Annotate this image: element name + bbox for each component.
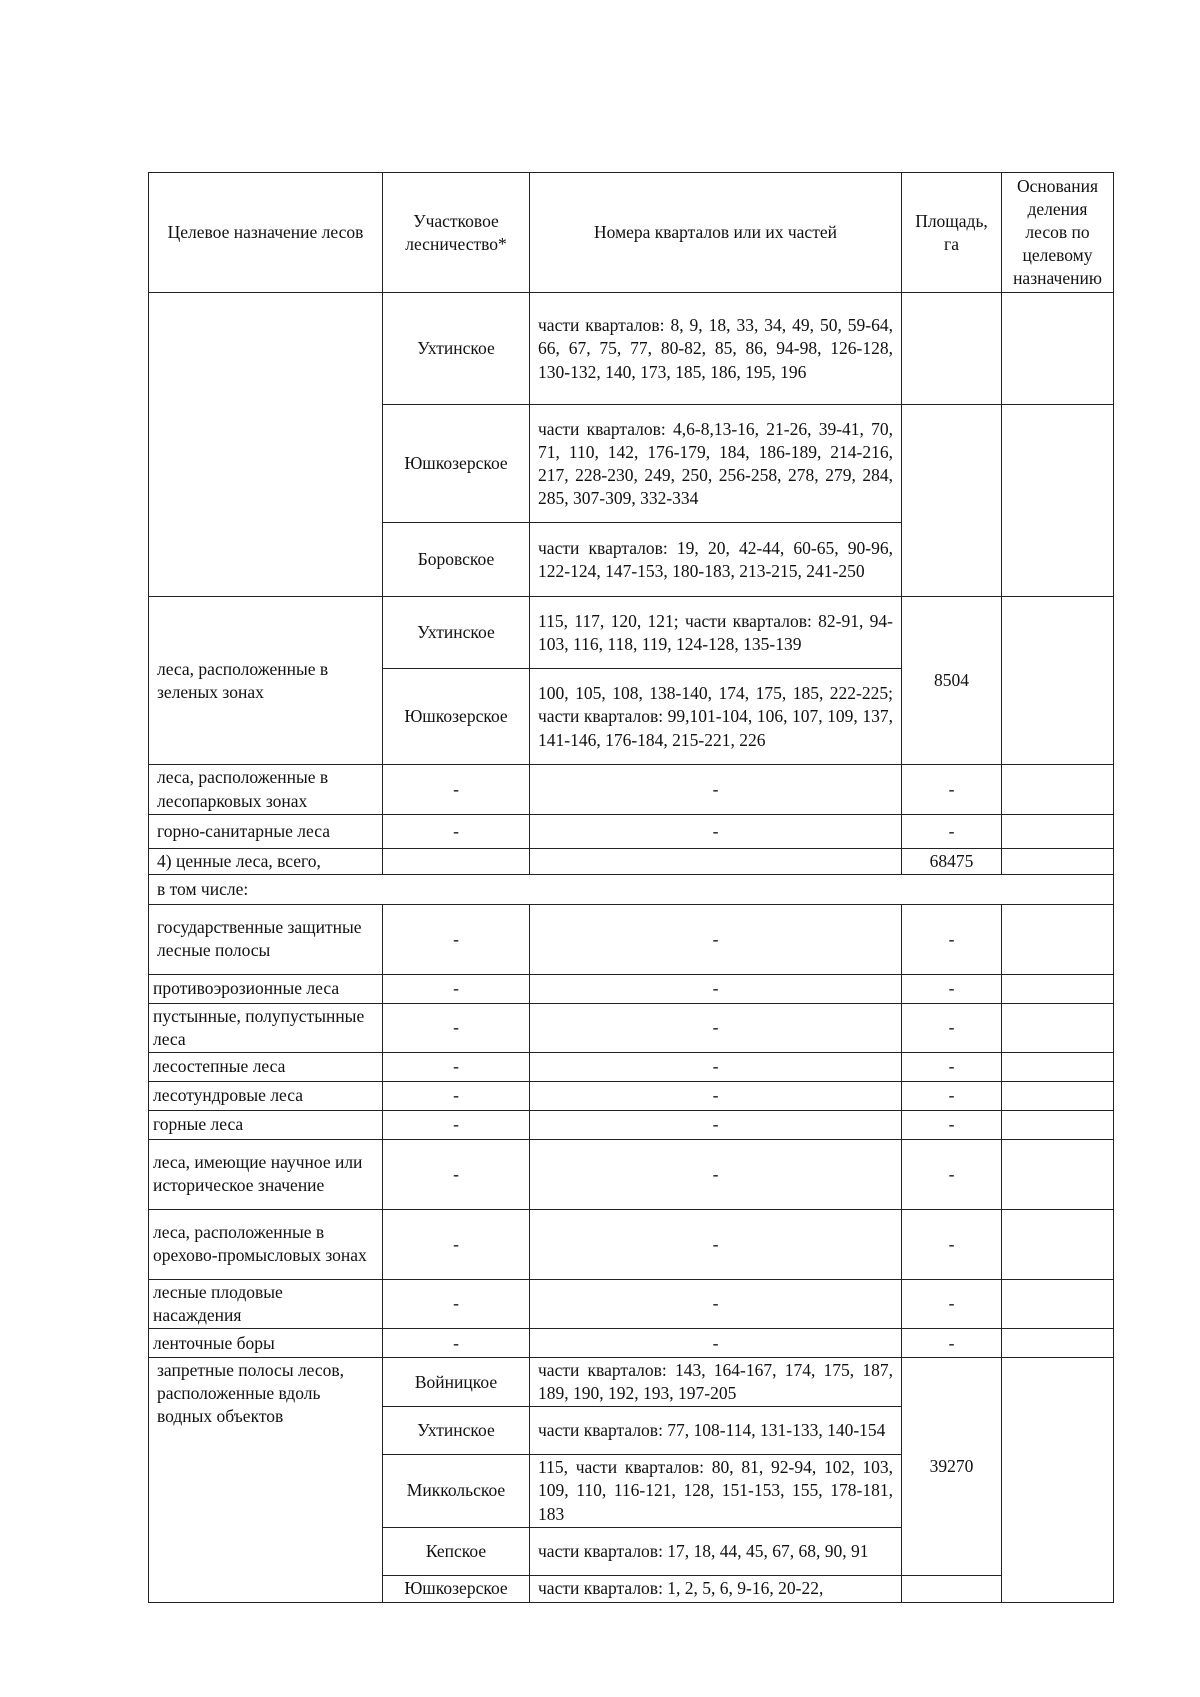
forestry-cell: Юшкозерское — [383, 405, 530, 523]
forestry-cell: Боровское — [383, 523, 530, 597]
quarters-cell: части кварталов: 143, 164-167, 174, 175, 187, 189, 190, 192, 193, 197-205 — [530, 1358, 902, 1407]
purpose-cell: лесостепные леса — [149, 1052, 383, 1081]
forestry-cell — [383, 848, 530, 874]
purpose-cell: противоэрозионные леса — [149, 974, 383, 1003]
basis-cell — [1002, 848, 1114, 874]
quarters-cell — [530, 848, 902, 874]
table-row — [149, 1209, 1114, 1279]
header-forestry: Участковое лесничество* — [383, 173, 530, 293]
area-cell: - — [902, 1081, 1002, 1110]
quarters-cell: части кварталов: 19, 20, 42-44, 60-65, 90-96, 122-124, 147-153, 180-183, 213-215, 241-250 — [530, 523, 902, 597]
basis-cell — [1002, 1139, 1114, 1209]
quarters-cell: 115, части кварталов: 80, 81, 92-94, 102, 103, 109, 110, 116-121, 128, 151-153, 155, 178-181, 183 — [530, 1455, 902, 1527]
area-cell: - — [902, 1209, 1002, 1279]
quarters-cell: части кварталов: 77, 108-114, 131-133, 140-154 — [530, 1407, 902, 1455]
quarters-cell: - — [530, 904, 902, 974]
table-header-row — [149, 173, 1114, 293]
forestry-cell: - — [383, 1209, 530, 1279]
forestry-cell: - — [383, 765, 530, 814]
header-basis: Основания деления лесов по целевому назначению — [1002, 173, 1114, 293]
area-cell: - — [902, 1139, 1002, 1209]
forestry-cell: - — [383, 1052, 530, 1081]
basis-cell — [1002, 405, 1114, 597]
quarters-cell: части кварталов: 8, 9, 18, 33, 34, 49, 50, 59-64, 66, 67, 75, 77, 80-82, 85, 86, 94-98, 126-128, 130-132, 140, 173, 185, 186, 195, 196 — [530, 293, 902, 405]
table-row — [149, 848, 1114, 874]
area-cell: - — [902, 1329, 1002, 1358]
basis-cell — [1002, 1052, 1114, 1081]
forestry-cell: - — [383, 1003, 530, 1052]
purpose-cell: лесные плодовые насаждения — [149, 1279, 383, 1328]
table-row — [149, 904, 1114, 974]
area-cell: - — [902, 814, 1002, 848]
table-row — [149, 1358, 1114, 1407]
area-cell: 39270 — [902, 1358, 1002, 1575]
quarters-cell: - — [530, 1081, 902, 1110]
forestry-cell: - — [383, 1139, 530, 1209]
area-cell: - — [902, 765, 1002, 814]
purpose-cell: ленточные боры — [149, 1329, 383, 1358]
basis-cell — [1002, 974, 1114, 1003]
quarters-cell: - — [530, 1329, 902, 1358]
purpose-cell: 4) ценные леса, всего, — [149, 848, 383, 874]
table-row — [149, 874, 1114, 904]
forestry-cell: - — [383, 1279, 530, 1328]
basis-cell — [1002, 904, 1114, 974]
table-row — [149, 1329, 1114, 1358]
quarters-cell: - — [530, 974, 902, 1003]
quarters-cell: - — [530, 1209, 902, 1279]
basis-cell — [1002, 765, 1114, 814]
forest-purpose-table — [148, 172, 1114, 1603]
area-cell: - — [902, 1003, 1002, 1052]
table-row — [149, 1279, 1114, 1328]
basis-cell — [1002, 1081, 1114, 1110]
area-cell — [902, 405, 1002, 597]
basis-cell — [1002, 1358, 1114, 1602]
quarters-cell: части кварталов: 17, 18, 44, 45, 67, 68, 90, 91 — [530, 1527, 902, 1575]
basis-cell — [1002, 1329, 1114, 1358]
forestry-cell: Войницкое — [383, 1358, 530, 1407]
purpose-cell: запретные полосы лесов, расположенные вдоль водных объектов — [149, 1358, 383, 1602]
quarters-cell: - — [530, 1003, 902, 1052]
forestry-cell: - — [383, 814, 530, 848]
forestry-cell: - — [383, 974, 530, 1003]
table-row — [149, 1003, 1114, 1052]
table-row — [149, 293, 1114, 405]
purpose-cell: леса, расположенные в орехово-промысловых зонах — [149, 1209, 383, 1279]
header-purpose: Целевое назначение лесов — [149, 173, 383, 293]
header-area: Площадь, га — [902, 173, 1002, 293]
quarters-cell: 115, 117, 120, 121; части кварталов: 82-91, 94-103, 116, 118, 119, 124-128, 135-139 — [530, 597, 902, 669]
area-cell: 8504 — [902, 597, 1002, 765]
table-row — [149, 814, 1114, 848]
forestry-cell: - — [383, 1329, 530, 1358]
quarters-cell: - — [530, 1279, 902, 1328]
including-label: в том числе: — [149, 874, 1114, 904]
quarters-cell: части кварталов: 1, 2, 5, 6, 9-16, 20-22, — [530, 1575, 902, 1602]
purpose-cell: леса, расположенные в лесопарковых зонах — [149, 765, 383, 814]
area-cell: - — [902, 1279, 1002, 1328]
area-cell — [902, 1575, 1002, 1602]
purpose-cell: пустынные, полупустынные леса — [149, 1003, 383, 1052]
purpose-cell: леса, имеющие научное или историческое значение — [149, 1139, 383, 1209]
basis-cell — [1002, 1110, 1114, 1139]
forestry-cell: - — [383, 1081, 530, 1110]
forestry-cell: Кепское — [383, 1527, 530, 1575]
basis-cell — [1002, 1209, 1114, 1279]
basis-cell — [1002, 1003, 1114, 1052]
basis-cell — [1002, 814, 1114, 848]
area-cell — [902, 293, 1002, 405]
table-row — [149, 1081, 1114, 1110]
purpose-cell-empty — [149, 293, 383, 597]
area-cell: - — [902, 974, 1002, 1003]
quarters-cell: - — [530, 1110, 902, 1139]
area-cell: - — [902, 904, 1002, 974]
basis-cell — [1002, 597, 1114, 765]
purpose-cell: горно-санитарные леса — [149, 814, 383, 848]
quarters-cell: - — [530, 814, 902, 848]
table-row — [149, 1139, 1114, 1209]
table-row — [149, 765, 1114, 814]
basis-cell — [1002, 1279, 1114, 1328]
area-cell: 68475 — [902, 848, 1002, 874]
purpose-cell: горные леса — [149, 1110, 383, 1139]
forestry-cell: Ухтинское — [383, 597, 530, 669]
purpose-cell: леса, расположенные в зеленых зонах — [149, 597, 383, 765]
area-cell: - — [902, 1110, 1002, 1139]
quarters-cell: части кварталов: 4,6-8,13-16, 21-26, 39-41, 70, 71, 110, 142, 176-179, 184, 186-189, 214-216, 217, 228-230, 249, 250, 256-258, 278, 279, 284, 285, 307-309, 332-334 — [530, 405, 902, 523]
quarters-cell: - — [530, 1052, 902, 1081]
quarters-cell: - — [530, 765, 902, 814]
basis-cell — [1002, 293, 1114, 405]
quarters-cell: 100, 105, 108, 138-140, 174, 175, 185, 222-225; части кварталов: 99,101-104, 106, 107, 109, 137, 141-146, 176-184, 215-221, 226 — [530, 669, 902, 765]
table-row — [149, 1110, 1114, 1139]
table-row — [149, 974, 1114, 1003]
forestry-cell: Юшкозерское — [383, 1575, 530, 1602]
forestry-cell: - — [383, 904, 530, 974]
quarters-cell: - — [530, 1139, 902, 1209]
table-row — [149, 1052, 1114, 1081]
forestry-cell: Юшкозерское — [383, 669, 530, 765]
area-cell: - — [902, 1052, 1002, 1081]
forestry-cell: Миккольское — [383, 1455, 530, 1527]
forestry-cell: Ухтинское — [383, 1407, 530, 1455]
purpose-cell: государственные защитные лесные полосы — [149, 904, 383, 974]
forestry-cell: - — [383, 1110, 530, 1139]
purpose-cell: лесотундровые леса — [149, 1081, 383, 1110]
forestry-cell: Ухтинское — [383, 293, 530, 405]
header-quarters: Номера кварталов или их частей — [530, 173, 902, 293]
table-row — [149, 597, 1114, 669]
